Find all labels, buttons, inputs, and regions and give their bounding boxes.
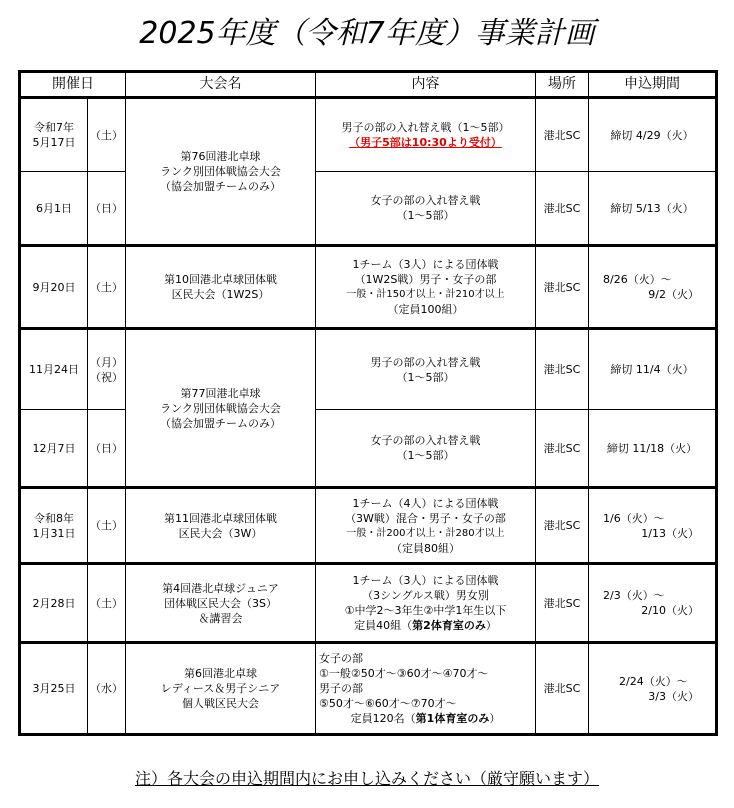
event-name-cell: 第10回港北卓球団体戦 区民大会（1W2S）: [126, 246, 316, 329]
content-cell: 女子の部 ①一般②50才～③60才～④70才～ 男子の部 ⑤50才～⑥60才～⑦70才～ 定員120名（第1体育室のみ）: [316, 643, 536, 735]
period-cell: 8/26（火）～ 9/2（火）: [589, 246, 717, 329]
period-cell: 2/24（火）～ 3/3（火）: [589, 643, 717, 735]
header-period: 申込期間: [589, 72, 717, 98]
day-cell: （月） （祝）: [88, 329, 126, 410]
content-cell: 1チーム（3人）による団体戦 （3シングルス戦）男女別 ①中学2～3年生②中学1年生以下 定員40組（第2体育室のみ）: [316, 564, 536, 643]
venue-cell: 港北SC: [536, 410, 589, 488]
day-cell: （水）: [88, 643, 126, 735]
table-row: [20, 172, 717, 246]
date-cell: 2月28日: [20, 564, 88, 643]
header-row: [20, 72, 717, 98]
venue-cell: 港北SC: [536, 98, 589, 172]
content-cell: 女子の部の入れ替え戦 （1～5部）: [316, 172, 536, 246]
header-venue: 場所: [536, 72, 589, 98]
notice-red: （男子5部は10:30より受付）: [349, 136, 502, 149]
day-cell: （土）: [88, 488, 126, 564]
content-cell: 女子の部の入れ替え戦 （1～5部）: [316, 410, 536, 488]
content-cell: 1チーム（4人）による団体戦 （3W戦）混合・男子・女子の部 一般・計200才以上・計280才以上 （定員80組）: [316, 488, 536, 564]
table-row: [20, 643, 717, 735]
day-cell: （土）: [88, 246, 126, 329]
date-cell: 令和7年 5月17日: [20, 98, 88, 172]
day-cell: （土）: [88, 98, 126, 172]
content-cell: 1チーム（3人）による団体戦 （1W2S戦）男子・女子の部 一般・計150才以上・計210才以上 （定員100組）: [316, 246, 536, 329]
table-row: [20, 98, 717, 172]
header-date: 開催日: [20, 72, 126, 98]
period-cell: 1/6（火）～ 1/13（火）: [589, 488, 717, 564]
venue-cell: 港北SC: [536, 488, 589, 564]
event-name-cell: 第76回港北卓球 ランク別団体戦協会大会 （協会加盟チームのみ）: [126, 98, 316, 246]
date-cell: 12月7日: [20, 410, 88, 488]
venue-cell: 港北SC: [536, 564, 589, 643]
table-row: [20, 488, 717, 564]
event-name-cell: 第6回港北卓球 レディース＆男子シニア 個人戦区民大会: [126, 643, 316, 735]
event-name-cell: 第11回港北卓球団体戦 区民大会（3W）: [126, 488, 316, 564]
date-cell: 11月24日: [20, 329, 88, 410]
date-cell: 9月20日: [20, 246, 88, 329]
event-name-cell: 第4回港北卓球ジュニア 団体戦区民大会（3S） ＆講習会: [126, 564, 316, 643]
header-content: 内容: [316, 72, 536, 98]
date-cell: 令和8年 1月31日: [20, 488, 88, 564]
period-cell: 締切 11/4（火）: [589, 329, 717, 410]
table-row: [20, 246, 717, 329]
table-row: [20, 564, 717, 643]
table-row: [20, 410, 717, 488]
content-cell: 男子の部の入れ替え戦 （1～5部）: [316, 329, 536, 410]
header-event: 大会名: [126, 72, 316, 98]
period-cell: 2/3（火）～ 2/10（火）: [589, 564, 717, 643]
venue-cell: 港北SC: [536, 643, 589, 735]
day-cell: （土）: [88, 564, 126, 643]
day-cell: （日）: [88, 172, 126, 246]
content-cell: 男子の部の入れ替え戦（1～5部） （男子5部は10:30より受付）: [316, 98, 536, 172]
schedule-table: [18, 70, 718, 736]
event-name-cell: 第77回港北卓球 ランク別団体戦協会大会 （協会加盟チームのみ）: [126, 329, 316, 488]
period-cell: 締切 4/29（火）: [589, 98, 717, 172]
venue-cell: 港北SC: [536, 329, 589, 410]
date-cell: 6月1日: [20, 172, 88, 246]
period-cell: 締切 5/13（火）: [589, 172, 717, 246]
venue-cell: 港北SC: [536, 246, 589, 329]
day-cell: （日）: [88, 410, 126, 488]
page-title: 2025年度（令和7年度）事業計画: [139, 16, 595, 51]
period-cell: 締切 11/18（火）: [589, 410, 717, 488]
footer-note: 注）各大会の申込期間内にお申し込みください（厳守願います）: [134, 769, 599, 788]
date-cell: 3月25日: [20, 643, 88, 735]
table-row: [20, 329, 717, 410]
venue-cell: 港北SC: [536, 172, 589, 246]
